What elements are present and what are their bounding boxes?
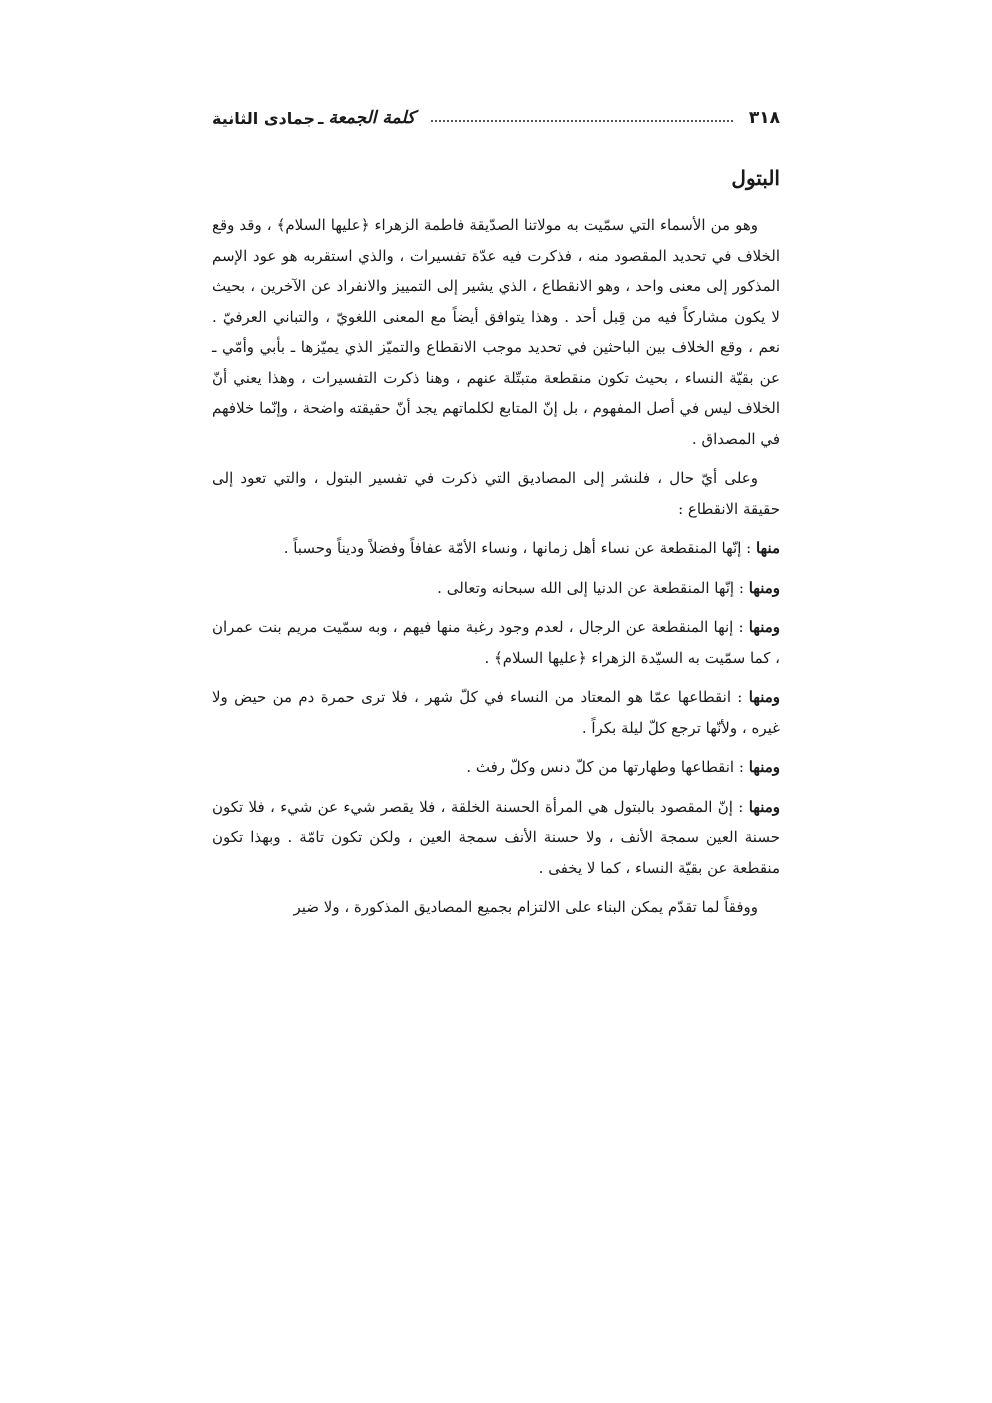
header-dotted-leader [431, 120, 733, 122]
page-header [212, 98, 780, 138]
paragraph: وهو من الأسماء التي سمّيت به مولاتنا الصدّيقة فاطمة الزهراء ﴿عليها السلام﴾ ، وقد وقع الخلاف في تحديد المقصود منه ، فذكرت فيه عدّة تفسيرات ، والذي استقربه هو عود الإسم المذكور إلى معنى واحد ، وهو الانقطاع ، الذي يشير إلى التمييز والانفراد عن الآخرين ، بحيث لا يكون مشاركاً فيه من قِبل أحد . وهذا يتوافق أيضاً مع المعنى اللغويّ ، والتباني العرفيّ . نعم ، وقع الخلاف بين الباحثين في تحديد موجب الانقطاع والتميّز الذي يميّزها ـ بأبي وأمّي ـ عن بقيّة النساء ، بحيث تكون منقطعة متبتّلة عنهم ، وهنا ذكرت التفسيرات ، وهذا يعني أنّ الخلاف ليس في أصل المفهوم ، بل إنّ المتابع لكلماتهم يجد أنّ حقيقته واضحة ، وإنّما خلافهم في المصداق . [212, 216, 780, 448]
month-name: جمادى الثانية [212, 108, 315, 128]
magazine-logo: كلمة الجمعة [328, 108, 416, 128]
page-number: ٣١٨ [748, 108, 780, 128]
item-lead: ومنها [748, 797, 780, 816]
list-item [212, 533, 780, 564]
running-title [212, 108, 415, 128]
item-text: : إنّها المنقطعة عن الدنيا إلى الله سبحانه وتعالى . [437, 578, 749, 597]
list-item [212, 792, 780, 884]
item-text: : إنّها المنقطعة عن نساء أهل زمانها ، ونساء الأمّة عفافاً وفضلاً وديناً وحسباً . [283, 539, 756, 557]
list-item [212, 612, 780, 673]
item-text: : إنها المنقطعة عن الرجال ، لعدم وجود رغبة منها فيهم ، وبه سمّيت مريم بنت عمران ، كما سمّيت به السيّدة الزهراء ﴿عليها السلام﴾ . [212, 618, 780, 667]
list-item [212, 573, 780, 604]
item-lead: ومنها [748, 758, 780, 776]
item-lead: ومنها [748, 688, 780, 706]
item-text: : انقطاعها وطهارتها من كلّ دنس وكلّ رفث . [466, 758, 749, 776]
body-text [212, 210, 780, 932]
item-text: : انقطاعها عمّا هو المعتاد من النساء في كلّ شهر ، فلا ترى حمرة دم من حيض ولا غيره ، ولأنّها ترجع كلّ ليلة بكراً . [212, 688, 780, 737]
item-text: : إنّ المقصود بالبتول هي المرأة الحسنة الخلقة ، فلا يقصر شيء عن شيء ، فلا تكون حسنة العين سمجة الأنف ، ولا حسنة الأنف سمجة العين ، ولكن تكون تامّة . وبهذا تكون منقطعة عن بقيّة النساء ، كما لا يخفى . [212, 797, 780, 877]
list-item [212, 682, 780, 743]
paragraph: وعلى أيّ حال ، فلنشر إلى المصاديق التي ذكرت في تفسير البتول ، والتي تعود إلى حقيقة الانقطاع : [212, 469, 780, 518]
item-lead: ومنها [748, 578, 780, 597]
item-lead: ومنها [748, 618, 780, 636]
item-lead: منها [755, 539, 780, 557]
section-title: البتول [731, 166, 780, 190]
list-item [212, 752, 780, 783]
closing-paragraph: ووفقاً لما تقدّم يمكن البناء على الالتزام بجميع المصاديق المذكورة ، ولا ضير [293, 898, 758, 916]
header-separator: ـ [317, 108, 324, 128]
